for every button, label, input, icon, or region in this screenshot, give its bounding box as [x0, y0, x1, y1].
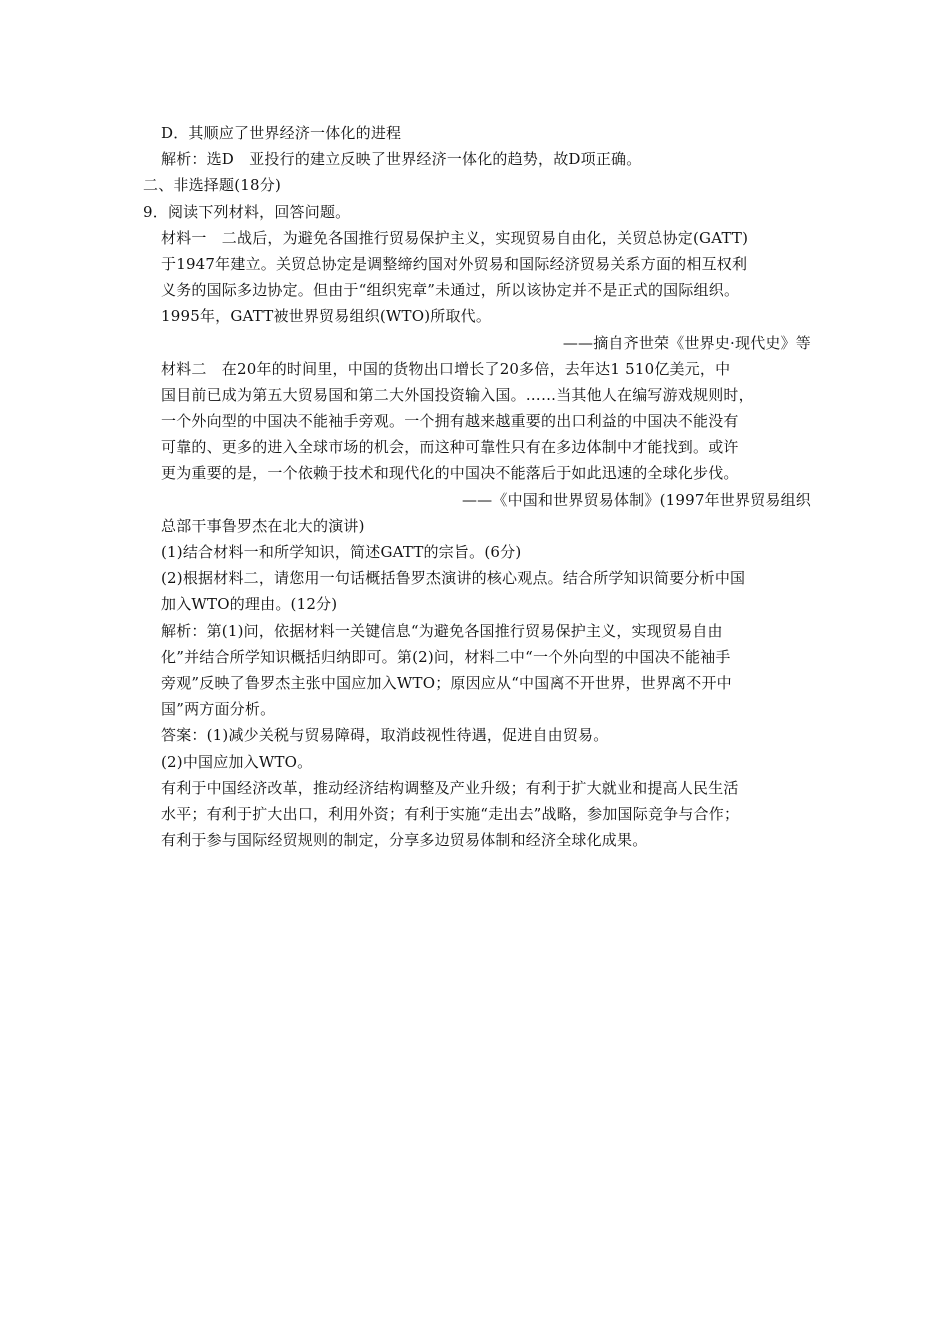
text-line: 可靠的、更多的进入全球市场的机会，而这种可靠性只有在多边体制中才能找到。或许 — [161, 438, 739, 457]
text-line: 1995年，GATT被世界贸易组织(WTO)所取代。 — [161, 307, 492, 326]
text-line: ——《中国和世界贸易体制》(1997年世界贸易组织 — [461, 490, 811, 509]
text-line: 答案：(1)减少关税与贸易障碍，取消歧视性待遇，促进自由贸易。 — [161, 726, 609, 745]
text-line: 国”两方面分析。 — [161, 700, 276, 719]
text-line: 化”并结合所学知识概括归纳即可。第(2)问，材料二中“一个外向型的中国决不能袖手 — [161, 647, 731, 666]
text-line: 有利于参与国际经贸规则的制定，分享多边贸易体制和经济全球化成果。 — [161, 831, 648, 850]
text-line: 材料一 二战后，为避免各国推行贸易保护主义，实现贸易自由化，关贸总协定(GATT) — [161, 228, 749, 247]
text-line: 9．阅读下列材料，回答问题。 — [143, 202, 351, 221]
text-line: (1)结合材料一和所学知识，简述GATT的宗旨。(6分) — [161, 543, 522, 561]
text-line: 材料二 在20年的时间里，中国的货物出口增长了20多倍，去年达1 510亿美元，中 — [161, 359, 731, 378]
text-line: (2)中国应加入WTO。 — [161, 752, 313, 771]
text-line: 加入WTO的理由。(12分) — [161, 595, 338, 614]
text-line: D．其顺应了世界经济一体化的进程 — [161, 124, 402, 142]
text-line: 解析：第(1)问，依据材料一关键信息“为避免各国推行贸易保护主义，实现贸易自由 — [161, 621, 723, 640]
text-line: 义务的国际多边协定。但由于“组织宪章”未通过，所以该协定并不是正式的国际组织。 — [161, 281, 740, 300]
text-line: ——摘自齐世荣《世界史·现代史》等 — [562, 333, 811, 352]
document-body — [143, 120, 815, 853]
text-line: 总部干事鲁罗杰在北大的演讲) — [161, 516, 365, 535]
text-line: 解析：选D 亚投行的建立反映了世界经济一体化的趋势，故D项正确。 — [161, 150, 642, 169]
text-line: 旁观”反映了鲁罗杰主张中国应加入WTO；原因应从“中国离不开世界，世界离不开中 — [161, 673, 732, 692]
text-line: 二、非选择题(18分) — [143, 176, 281, 195]
text-line: 于1947年建立。关贸总协定是调整缔约国对外贸易和国际经济贸易关系方面的相互权利 — [161, 254, 748, 273]
text-line: 一个外向型的中国决不能袖手旁观。一个拥有越来越重要的出口利益的中国决不能没有 — [161, 412, 739, 431]
text-line: (2)根据材料二，请您用一句话概括鲁罗杰演讲的核心观点。结合所学知识简要分析中国 — [161, 569, 746, 588]
text-line: 国目前已成为第五大贸易国和第二大外国投资输入国。……当其他人在编写游戏规则时， — [161, 385, 754, 404]
text-line: 有利于中国经济改革，推动经济结构调整及产业升级；有利于扩大就业和提高人民生活 — [161, 778, 739, 797]
text-line: 更为重要的是，一个依赖于技术和现代化的中国决不能落后于如此迅速的全球化步伐。 — [161, 464, 739, 483]
text-line: 水平；有利于扩大出口，利用外资；有利于实施“走出去”战略，参加国际竞争与合作； — [161, 804, 740, 823]
